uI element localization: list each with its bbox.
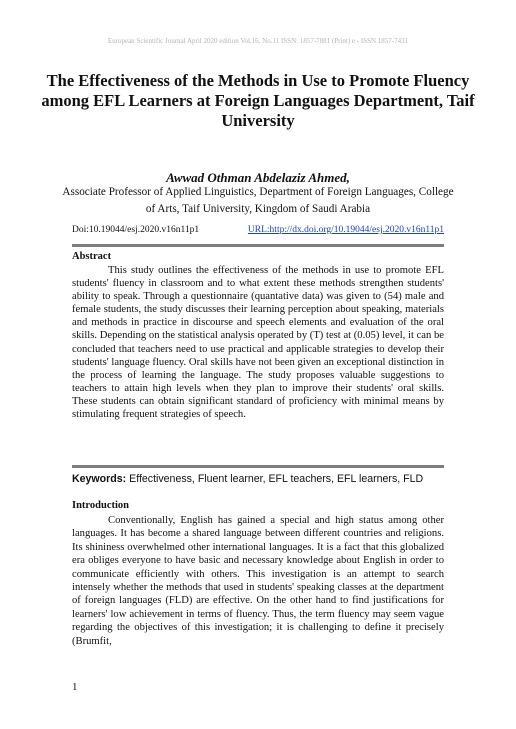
introduction-body: Conventionally, English has gained a special and high status among other languages. It has become a shared language between different countries and religions. Its shininess overwhelmed other international languages. It is a fact that this globalized era obliges everyone to have basic and necessary knowledge about English in order to communicate efficiently with others. This investigation is an attempt to search intensely whether the methods that used in students' speaking classes at the department of foreign languages (FLD) are effective. On the other hand to find justifications for learners' low achievement in terms of fluency. Thus, the term fluency may seem vague regarding the objectives of this investigation; it is challenging to define it precisely (Brumfit,	[72, 515, 444, 647]
keywords-text: Effectiveness, Fluent learner, EFL teachers, EFL learners, FLD	[129, 473, 424, 485]
doi-url-link[interactable]: URL:http://dx.doi.org/10.19044/esj.2020.v16n11p1	[247, 225, 444, 235]
paper-title: The Effectiveness of the Methods in Use to Promote Fluency among EFL Learners at Foreign Languages Department, Taif University	[41, 71, 475, 130]
introduction-heading: Introduction	[72, 500, 129, 511]
abstract-bottom-rule	[72, 465, 444, 468]
page-number: 1	[72, 681, 78, 693]
running-header: European Scientific Journal April 2020 edition Vol.16, No.11 ISSN: 1857-7881 (Print) e - ISSN 1857-7431	[107, 37, 409, 45]
keywords-line	[72, 473, 452, 485]
author-name: Awwad Othman Abdelaziz Ahmed,	[166, 170, 350, 185]
abstract-body: This study outlines the effectiveness of the methods in use to promote EFL students' fluency in classroom and to what extent these methods strengthen students' ability to speak. Through a questionnaire (quantative data) was given to (54) male and female students, the study discusses their learning perception about speaking, materials and methods in practice in discourse and speech elements and evaluation of the oral skills. Depending on the statistical analysis operated by (T) test at (0.05) level, it can be concluded that teachers need to use practical and applicable strategies to develop their students' language fluency. Oral skills have not been given an exceptional distinction in the process of learning the language. The study proposes valuable suggestions to teachers to attain high levels when they plan to improve their students' oral skills. These students can obtain significant standard of proficiency with minimal means by stimulating frequent strategies of speech.	[72, 265, 444, 421]
doi-text: Doi:10.19044/esj.2020.v16n11p1	[72, 225, 200, 235]
keywords-label: Keywords:	[72, 473, 127, 485]
author-affiliation: Associate Professor of Applied Linguistics, Department of Foreign Languages, College of Arts, Taif University, Kingdom of Saudi Arabia	[62, 186, 454, 215]
abstract-top-rule	[72, 244, 444, 247]
abstract-heading: Abstract	[72, 251, 112, 262]
